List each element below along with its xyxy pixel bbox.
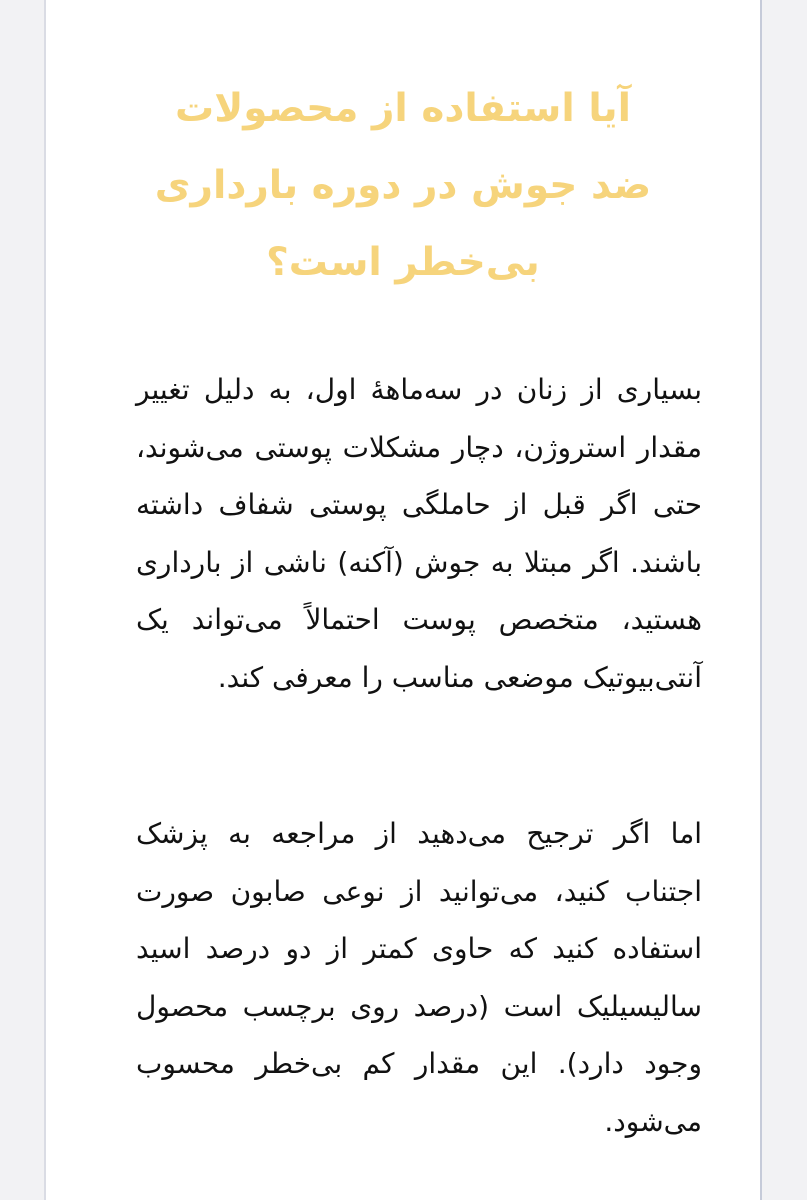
article-paragraph: اما اگر ترجیح می‌دهید از مراجعه به پزشک اجتناب کنید، می‌توانید از نوعی صابون صورت استفاده کنید که حاوی کمتر از دو درصد اسید سالیسیلیک است (درصد روی برچسب محصول وجود دارد). این مقدار کم بی‌خطر محسوب می‌شود. [136, 817, 702, 1138]
article-title: آیا استفاده از محصولات ضد جوش در دوره بارداری بی‌خطر است؟ [154, 86, 652, 285]
article-card [44, 0, 762, 1200]
article-paragraph: بسیاری از زنان در سه‌ماههٔ اول، به دلیل تغییر مقدار استروژن، دچار مشکلات پوستی می‌شوند، حتی اگر قبل از حاملگی پوستی شفاف داشته باشند. اگر مبتلا به جوش (آکنه) ناشی از بارداری هستید، متخصص پوست احتمالاً می‌تواند یک آنتی‌بیوتیک موضعی مناسب را معرفی کند. [136, 373, 702, 694]
